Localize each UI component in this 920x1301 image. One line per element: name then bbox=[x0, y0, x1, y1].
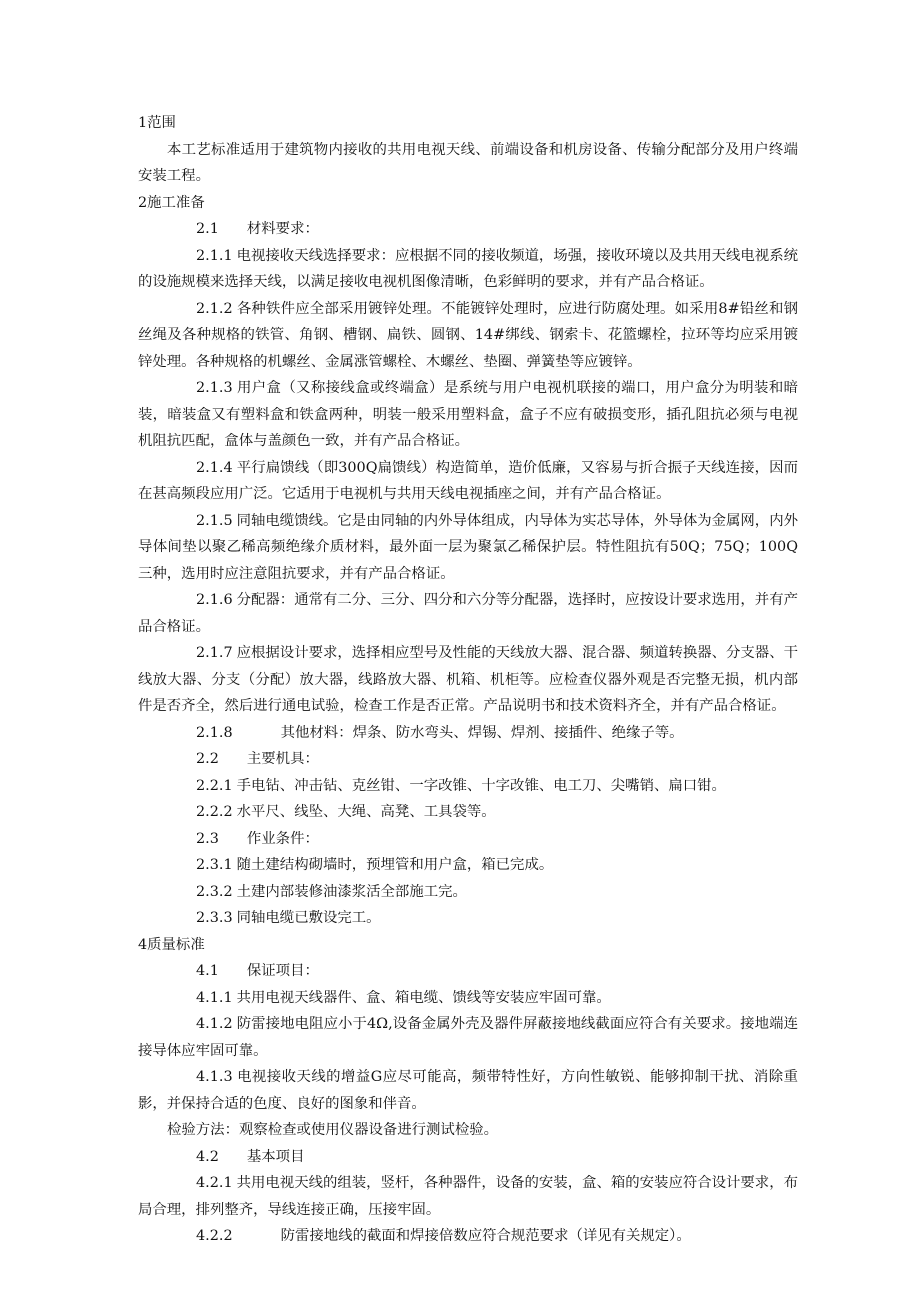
clause-number: 4.2.2 bbox=[196, 1228, 233, 1244]
clause-text: 手电钻、冲击钻、克丝钳、一字改锥、十字改锥、电工刀、尖嘴销、扁口钳。 bbox=[236, 777, 726, 794]
clause-text: 保证项目： bbox=[246, 963, 319, 979]
paragraph-4-2-1 bbox=[138, 1170, 798, 1223]
subheading-2-2 bbox=[138, 746, 798, 773]
paragraph-2-1-4 bbox=[138, 455, 798, 508]
section-heading-4: 4质量标准 bbox=[138, 936, 205, 953]
clause-text: 随土建结构砌墙时，预埋管和用户盒，箱已完成。 bbox=[236, 857, 554, 873]
clause-number: 2.1.3 bbox=[196, 380, 233, 396]
paragraph-2-1-2 bbox=[138, 296, 798, 376]
paragraph-4-1-1 bbox=[138, 985, 798, 1012]
clause-number: 2.1.8 bbox=[196, 724, 233, 741]
section-heading-1: 1范围 bbox=[138, 115, 176, 131]
clause-number: 4.1.3 bbox=[196, 1069, 233, 1085]
clause-text: 电视接收天线选择要求：应根据不同的接收频道，场强，接收环境以及共用天线电视系统的设施规模来选择天线，以满足接收电视机图像清晰，色彩鲜明的要求，并有产品合格证。 bbox=[138, 247, 798, 290]
clause-text: 基本项目 bbox=[246, 1148, 305, 1165]
paragraph-2-1-8 bbox=[138, 720, 798, 747]
paragraph-2-1-7 bbox=[138, 640, 798, 720]
clause-text: 应根据设计要求，选择相应型号及性能的天线放大器、混合器、频道转换器、分支器、干线放大器、分支（分配）放大器，线路放大器、机箱、机柜等。应检查仪器外观是否完整无损，机内部件是否齐全，然后进行通电试验，检查工作是否正常。产品说明书和技术资料齐全，并有产品合格证。 bbox=[138, 645, 798, 714]
subheading-2-1 bbox=[138, 216, 798, 243]
section-heading-2: 2施工准备 bbox=[138, 194, 205, 211]
clause-number: 2.1.5 bbox=[196, 512, 233, 529]
clause-number: 2.3.1 bbox=[196, 857, 233, 873]
paragraph-2-3-1 bbox=[138, 852, 798, 879]
inspection-method: 检验方法：观察检查或使用仪器设备进行测试检验。 bbox=[167, 1122, 498, 1138]
paragraph-2-3-2 bbox=[138, 879, 798, 906]
clause-text: 分配器：通常有二分、三分、四分和六分等分配器，选择时，应按设计要求选用，并有产品合格证。 bbox=[138, 592, 798, 635]
paragraph-2-2-1 bbox=[138, 773, 798, 800]
clause-number: 2.2.1 bbox=[196, 777, 233, 794]
subheading-2-3 bbox=[138, 826, 798, 853]
clause-number: 4.2.1 bbox=[196, 1175, 233, 1191]
paragraph-2-3-3 bbox=[138, 905, 798, 932]
document-body bbox=[138, 110, 798, 1250]
paragraph-2-1-1 bbox=[138, 243, 798, 296]
clause-number: 2.1.2 bbox=[196, 300, 233, 317]
paragraph-4-2-2 bbox=[138, 1223, 798, 1250]
clause-number: 2.3 bbox=[196, 830, 219, 847]
clause-text: 防雷接地电阻应小于4Ω,设备金属外壳及器件屏蔽接地线截面应符合有关要求。接地端连接导体应牢固可靠。 bbox=[138, 1016, 798, 1059]
paragraph-2-1-3 bbox=[138, 375, 798, 455]
clause-number: 2.1.7 bbox=[196, 645, 233, 661]
clause-text: 作业条件： bbox=[246, 830, 319, 847]
clause-number: 2.1.6 bbox=[196, 592, 233, 608]
clause-text: 用户盒（又称接线盒或终端盒）是系统与用户电视机联接的端口，用户盒分为明装和暗装，暗装盒又有塑料盒和铁盒两种，明装一般采用塑料盒，盒子不应有破损变形，插孔阻抗必须与电视机阻抗匹配，盒体与盖颜色一致，并有产品合格证。 bbox=[138, 380, 798, 449]
clause-number: 4.2 bbox=[196, 1148, 219, 1165]
clause-text: 其他材料：焊条、防水弯头、焊锡、焊剂、接插件、绝缘子等。 bbox=[280, 724, 684, 741]
clause-text: 电视接收天线的增益G应尽可能高，频带特性好，方向性敏锐、能够抑制干扰、消除重影，并保持合适的色度、良好的图象和伴音。 bbox=[138, 1069, 798, 1112]
clause-text: 土建内部装修油漆浆活全部施工完。 bbox=[236, 883, 467, 900]
clause-text: 防雷接地线的截面和焊接倍数应符合规范要求（详见有关规定）。 bbox=[280, 1228, 691, 1244]
clause-number: 2.3.2 bbox=[196, 883, 233, 900]
clause-number: 2.3.3 bbox=[196, 910, 233, 926]
clause-number: 4.1.1 bbox=[196, 989, 233, 1006]
clause-number: 2.2.2 bbox=[196, 804, 233, 820]
clause-number: 2.1.1 bbox=[196, 247, 233, 264]
clause-text: 主要机具： bbox=[246, 751, 319, 767]
clause-number: 2.2 bbox=[196, 751, 219, 767]
clause-number: 4.1 bbox=[196, 963, 219, 979]
clause-text: 共用电视天线器件、盒、箱电缆、馈线等安装应牢固可靠。 bbox=[236, 989, 611, 1006]
paragraph-2-1-5 bbox=[138, 508, 798, 588]
subheading-4-1 bbox=[138, 958, 798, 985]
clause-number: 2.1.4 bbox=[196, 459, 233, 476]
clause-text: 共用电视天线的组装，竖杆，各种器件，设备的安装，盒、箱的安装应符合设计要求，布局合理，排列整齐，导线连接正确，压接牢固。 bbox=[138, 1175, 798, 1218]
clause-text: 水平尺、线坠、大绳、高凳、工具袋等。 bbox=[236, 804, 496, 820]
clause-text: 平行扁馈线（即300Q扁馈线）构造简单，造价低廉，又容易与折合振子天线连接，因而在甚高频段应用广泛。它适用于电视机与共用天线电视插座之间，并有产品合格证。 bbox=[138, 459, 798, 502]
clause-text: 同轴电缆已敷设完工。 bbox=[236, 910, 381, 926]
clause-number: 4.1.2 bbox=[196, 1016, 233, 1032]
clause-text: 同轴电缆馈线。它是由同轴的内外导体组成，内导体为实芯导体，外导体为金属网，内外导体间垫以聚乙稀高频绝缘介质材料，最外面一层为聚氯乙稀保护层。特性阻抗有50Q；75Q；100Q三种，选用时应注意阻抗要求，并有产品合格证。 bbox=[138, 512, 798, 582]
paragraph-4-1-2 bbox=[138, 1011, 798, 1064]
paragraph-2-1-6 bbox=[138, 587, 798, 640]
paragraph-2-2-2 bbox=[138, 799, 798, 826]
clause-text: 材料要求： bbox=[246, 221, 319, 237]
paragraph-scope: 本工艺标准适用于建筑物内接收的共用电视天线、前端设备和机房设备、传输分配部分及用户终端安装工程。 bbox=[138, 141, 798, 184]
clause-number: 2.1 bbox=[196, 221, 219, 237]
clause-text: 各种铁件应全部采用镀锌处理。不能镀锌处理时，应进行防腐处理。如采用8#铅丝和钢丝绳及各种规格的铁管、角钢、槽钢、扁铁、圆钢、14#绑线、钢索卡、花篮螺栓，拉环等均应采用镀锌处理。各种规格的机螺丝、金属涨管螺栓、木螺丝、垫圈、弹簧垫等应镀锌。 bbox=[138, 300, 798, 370]
paragraph-4-1-3 bbox=[138, 1064, 798, 1117]
subheading-4-2 bbox=[138, 1144, 798, 1171]
